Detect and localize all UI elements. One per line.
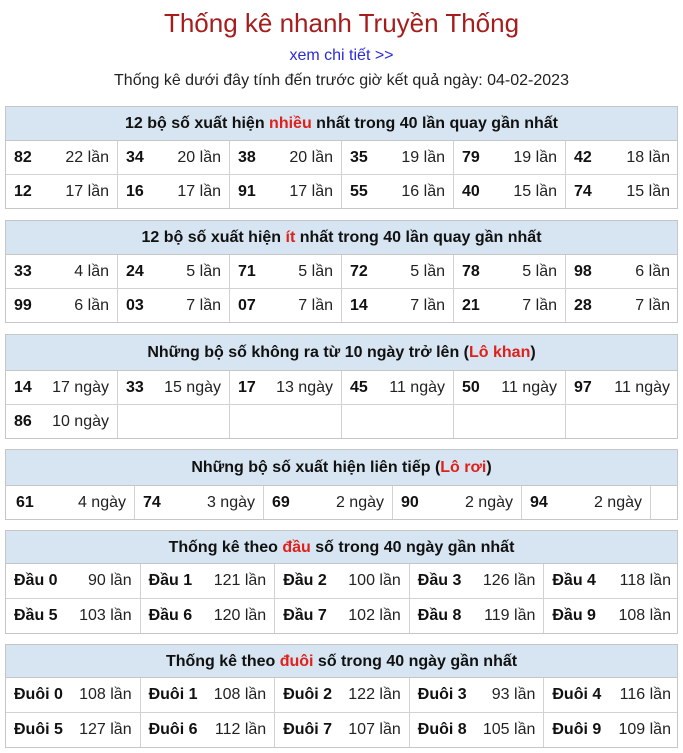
header-highlight: đầu — [282, 539, 311, 556]
stat-number: 07 — [238, 296, 256, 314]
header-text: Thống kê theo — [165, 653, 280, 670]
stat-number: Đầu 1 — [148, 572, 193, 589]
stat-cell — [393, 486, 522, 519]
stat-number: 94 — [530, 493, 548, 511]
table-row — [6, 564, 677, 598]
stat-count: 108 lần — [213, 686, 267, 703]
stat-number: 86 — [14, 412, 32, 430]
stat-number: 74 — [574, 182, 592, 200]
stat-number: 35 — [350, 148, 368, 166]
stat-count: 20 lần — [177, 148, 221, 166]
stat-count: 6 lần — [74, 296, 109, 314]
stat-number: 14 — [350, 296, 368, 314]
stat-count: 18 lần — [626, 148, 670, 166]
stat-cell — [141, 713, 276, 747]
stat-cell — [230, 289, 342, 322]
header-highlight: ít — [285, 229, 296, 246]
stat-count: 2 ngày — [464, 493, 513, 511]
lo-roi-table — [5, 449, 678, 520]
least-frequent-table — [5, 220, 678, 323]
stat-count: 118 lần — [619, 572, 671, 589]
stat-number: Đuôi 9 — [552, 721, 602, 738]
duoi-table — [5, 644, 678, 748]
stat-count: 7 lần — [298, 296, 333, 314]
stat-number: Đuôi 4 — [552, 686, 602, 703]
stat-count: 126 lần — [482, 572, 536, 589]
lo-khan-table — [5, 334, 678, 439]
stat-number: 69 — [272, 493, 290, 511]
stat-cell — [342, 141, 454, 174]
stat-count: 90 lần — [88, 572, 132, 589]
stat-count: 5 lần — [298, 262, 333, 280]
stat-number: Đuôi 0 — [14, 686, 63, 703]
stat-number: 34 — [126, 148, 144, 166]
stat-number: 91 — [238, 182, 256, 200]
stat-number: 71 — [238, 262, 256, 280]
stat-cell — [410, 678, 545, 712]
stat-count: 3 ngày — [206, 493, 255, 511]
stat-cell — [6, 564, 141, 598]
stat-cell — [410, 713, 545, 747]
stat-cell — [454, 255, 566, 288]
stat-cell — [118, 255, 230, 288]
stat-cell — [6, 405, 118, 438]
stat-number: 45 — [350, 378, 368, 396]
stat-cell — [342, 175, 454, 208]
dau-table — [5, 530, 678, 634]
stat-number: Đuôi 1 — [148, 686, 198, 703]
date-info: Thống kê dưới đây tính đến trước giờ kết quả ngày: 04-02-2023 — [114, 72, 569, 89]
stat-count: 17 lần — [177, 182, 221, 200]
stat-count: 105 lần — [482, 721, 536, 738]
stat-cell — [230, 405, 342, 438]
stat-count: 108 lần — [79, 686, 132, 703]
stat-cell — [141, 564, 276, 598]
stat-cell — [230, 141, 342, 174]
stat-cell — [454, 405, 566, 438]
table-header — [6, 450, 677, 486]
table-header — [6, 107, 677, 141]
header-text: ) — [530, 344, 536, 361]
stat-count: 7 lần — [186, 296, 221, 314]
stat-number: 50 — [462, 378, 480, 396]
most-frequent-table — [5, 106, 678, 209]
table-row — [6, 598, 677, 633]
stat-count: 16 lần — [401, 182, 445, 200]
stat-count: 120 lần — [213, 607, 267, 624]
stat-cell — [544, 678, 679, 712]
stat-count: 22 lần — [65, 148, 109, 166]
stat-cell — [342, 255, 454, 288]
table-row — [6, 371, 677, 404]
stat-cell — [118, 175, 230, 208]
table-row — [6, 486, 677, 519]
stat-number: Đuôi 6 — [148, 721, 198, 738]
stat-number: 90 — [401, 493, 419, 511]
stat-count: 4 lần — [74, 262, 109, 280]
stat-cell — [544, 564, 679, 598]
stat-cell — [544, 599, 679, 633]
stat-count: 7 lần — [410, 296, 445, 314]
stat-count: 5 lần — [522, 262, 557, 280]
stat-count: 119 lần — [484, 607, 536, 624]
stat-count: 11 ngày — [501, 378, 557, 396]
stat-count: 100 lần — [348, 572, 401, 589]
stat-number: Đầu 7 — [283, 607, 327, 624]
stat-cell — [275, 678, 410, 712]
detail-link[interactable]: xem chi tiết >> — [289, 47, 394, 64]
stat-cell — [118, 141, 230, 174]
stat-count: 127 lần — [79, 721, 132, 738]
stat-count: 17 lần — [289, 182, 333, 200]
stat-count: 17 ngày — [52, 378, 109, 396]
stat-count: 15 lần — [626, 182, 670, 200]
stat-cell — [522, 486, 651, 519]
filler-cell — [651, 486, 677, 519]
stat-count: 5 lần — [410, 262, 445, 280]
header-text: số trong 40 ngày gần nhất — [313, 653, 518, 670]
stat-count: 7 lần — [635, 296, 670, 314]
stat-count: 20 lần — [289, 148, 333, 166]
stat-count: 2 ngày — [593, 493, 642, 511]
header-highlight: nhiều — [269, 115, 312, 132]
table-row — [6, 255, 677, 288]
stat-cell — [454, 289, 566, 322]
table-row — [6, 678, 677, 712]
stat-count: 11 ngày — [389, 378, 445, 396]
stat-number: 14 — [14, 378, 32, 396]
stat-cell — [275, 564, 410, 598]
stat-count: 103 lần — [79, 607, 132, 624]
stat-number: Đầu 9 — [552, 607, 596, 624]
stat-count: 109 lần — [618, 721, 671, 738]
stat-count: 13 ngày — [276, 378, 333, 396]
stat-cell — [342, 289, 454, 322]
header-highlight: Lô rơi — [440, 459, 487, 476]
stat-cell — [342, 371, 454, 404]
stat-cell — [6, 678, 141, 712]
stat-number: 55 — [350, 182, 368, 200]
stat-number: Đầu 0 — [14, 572, 58, 589]
stat-cell — [544, 713, 679, 747]
stat-number: Đuôi 5 — [14, 721, 63, 738]
stat-cell — [6, 371, 118, 404]
stat-cell — [6, 255, 118, 288]
stat-cell — [6, 599, 141, 633]
stat-number: Đuôi 7 — [283, 721, 333, 738]
stat-number: 33 — [14, 262, 32, 280]
stat-number: 03 — [126, 296, 144, 314]
stat-number: Đuôi 3 — [417, 686, 467, 703]
stat-number: 24 — [126, 262, 144, 280]
stat-cell — [141, 599, 276, 633]
stat-count: 93 lần — [491, 686, 536, 703]
table-row — [6, 288, 677, 322]
stat-number: Đầu 2 — [283, 572, 327, 589]
stat-count: 10 ngày — [52, 412, 109, 430]
stat-cell — [230, 175, 342, 208]
stat-cell — [566, 289, 678, 322]
header-text: 12 bộ số xuất hiện — [141, 229, 286, 246]
stat-number: 79 — [462, 148, 480, 166]
header-text: Những bộ số không ra từ 10 ngày trở lên ( — [147, 344, 469, 361]
stat-number: 82 — [14, 148, 32, 166]
stat-cell — [410, 599, 545, 633]
stat-cell — [342, 405, 454, 438]
stat-cell — [141, 678, 276, 712]
stat-cell — [6, 175, 118, 208]
stat-count: 15 ngày — [164, 378, 221, 396]
stat-cell — [454, 175, 566, 208]
stat-cell — [6, 141, 118, 174]
stat-cell — [6, 486, 135, 519]
stat-cell — [275, 599, 410, 633]
stat-number: 16 — [126, 182, 144, 200]
header-text: số trong 40 ngày gần nhất — [310, 539, 515, 556]
stat-cell — [454, 141, 566, 174]
stat-count: 6 lần — [635, 262, 670, 280]
stat-number: Đầu 3 — [417, 572, 462, 589]
stat-number: Đầu 8 — [417, 607, 462, 624]
stat-number: Đuôi 2 — [283, 686, 333, 703]
stat-number: 61 — [16, 493, 34, 511]
stat-number: 74 — [143, 493, 161, 511]
stat-number: 40 — [462, 182, 480, 200]
header-text: nhất trong 40 lần quay gần nhất — [295, 229, 542, 246]
stat-number: 72 — [350, 262, 368, 280]
table-row — [6, 174, 677, 208]
stat-number: 99 — [14, 296, 32, 314]
stat-count: 121 lần — [213, 572, 267, 589]
stat-count: 19 lần — [401, 148, 445, 166]
stat-cell — [230, 255, 342, 288]
header-text: nhất trong 40 lần quay gần nhất — [311, 115, 558, 132]
stat-cell — [230, 371, 342, 404]
header-text: Những bộ số xuất hiện liên tiếp ( — [191, 459, 441, 476]
header-highlight: đuôi — [279, 653, 314, 670]
table-header — [6, 645, 677, 678]
stat-number: 98 — [574, 262, 592, 280]
stat-count: 19 lần — [513, 148, 557, 166]
stat-number: 97 — [574, 378, 592, 396]
stat-number: 78 — [462, 262, 480, 280]
stat-number: 21 — [462, 296, 480, 314]
stat-count: 116 lần — [619, 686, 671, 703]
stat-count: 108 lần — [618, 607, 671, 624]
stat-cell — [275, 713, 410, 747]
stat-number: 12 — [14, 182, 32, 200]
table-header — [6, 221, 677, 255]
stat-cell — [118, 289, 230, 322]
table-header — [6, 531, 677, 564]
stat-number: 28 — [574, 296, 592, 314]
table-header — [6, 335, 677, 371]
stat-count: 102 lần — [348, 607, 401, 624]
stat-cell — [6, 713, 141, 747]
header-highlight: Lô khan — [469, 344, 531, 361]
table-row — [6, 404, 677, 438]
stat-cell — [410, 564, 545, 598]
table-row — [6, 141, 677, 174]
stat-cell — [118, 371, 230, 404]
stat-number: Đầu 6 — [148, 607, 193, 624]
stat-number: Đầu 5 — [14, 607, 58, 624]
stat-cell — [566, 141, 678, 174]
page-title: Thống kê nhanh Truyền Thống — [163, 8, 520, 38]
stat-cell — [566, 405, 678, 438]
stat-number: Đầu 4 — [552, 572, 596, 589]
stat-number: 38 — [238, 148, 256, 166]
stat-number: 42 — [574, 148, 592, 166]
stat-number: 33 — [126, 378, 144, 396]
stat-cell — [566, 255, 678, 288]
stat-count: 122 lần — [348, 686, 401, 703]
stat-cell — [264, 486, 393, 519]
header-text: ) — [486, 459, 492, 476]
stat-count: 112 lần — [214, 721, 267, 738]
stat-count: 17 lần — [65, 182, 109, 200]
stat-cell — [454, 371, 566, 404]
stat-count: 5 lần — [186, 262, 221, 280]
header-text: Thống kê theo — [168, 539, 283, 556]
stat-cell — [118, 405, 230, 438]
stat-count: 11 ngày — [614, 378, 670, 396]
stat-count: 2 ngày — [335, 493, 384, 511]
stat-number: 17 — [238, 378, 256, 396]
stat-count: 4 ngày — [77, 493, 126, 511]
stat-cell — [135, 486, 264, 519]
stat-count: 7 lần — [522, 296, 557, 314]
stat-cell — [566, 371, 678, 404]
stat-count: 107 lần — [348, 721, 401, 738]
stat-count: 15 lần — [513, 182, 557, 200]
stat-cell — [566, 175, 678, 208]
header-text: 12 bộ số xuất hiện — [125, 115, 270, 132]
table-row — [6, 712, 677, 747]
stat-cell — [6, 289, 118, 322]
stat-number: Đuôi 8 — [417, 721, 467, 738]
